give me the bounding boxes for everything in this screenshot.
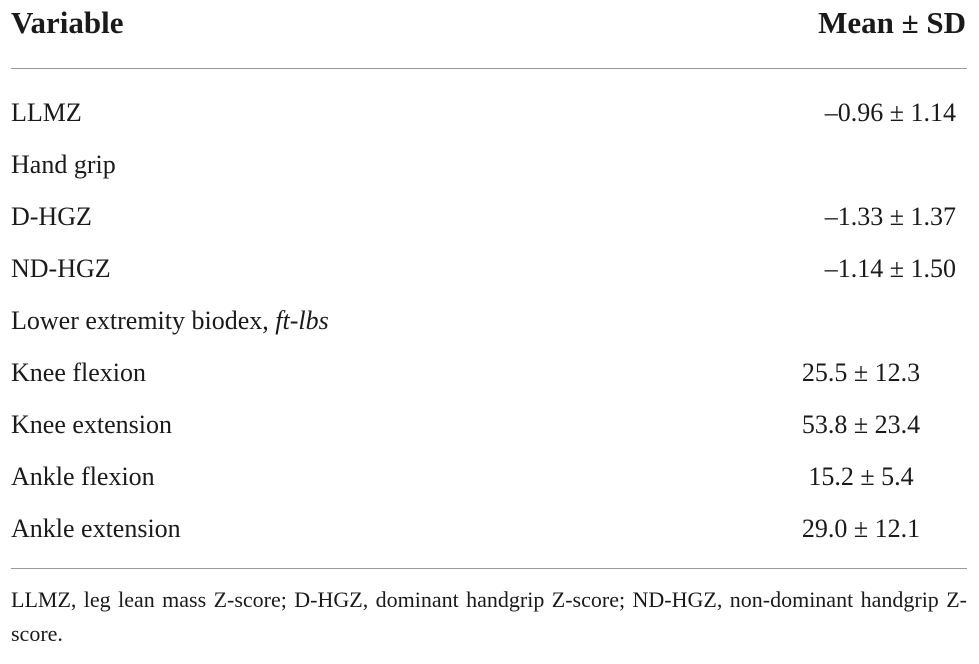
row-value: 53.8 ± 23.4 (801, 410, 921, 439)
row-value: –1.14 ± 1.50 (824, 254, 956, 283)
row-label-text: Lower extremity biodex, (11, 306, 276, 335)
row-label: LLMZ (11, 98, 82, 127)
row-label: Knee extension (11, 410, 173, 439)
row-value: –0.96 ± 1.14 (824, 98, 956, 127)
table-row-lower-extremity-biodex (0, 301, 979, 341)
table-header (0, 0, 979, 52)
table-row-ankle-extension (0, 509, 979, 549)
row-label: Knee flexion (11, 358, 147, 387)
row-value: –1.33 ± 1.37 (824, 202, 956, 231)
row-value: 25.5 ± 12.3 (801, 358, 921, 387)
table-footnote: LLMZ, leg lean mass Z-score; D-HGZ, dominant handgrip Z-score; ND-HGZ, non-dominant handgrip Z-score. (11, 587, 967, 646)
row-value: 15.2 ± 5.4 (808, 462, 914, 491)
row-label: Ankle flexion (11, 462, 155, 491)
table-row-knee-flexion (0, 353, 979, 393)
header-divider (11, 68, 967, 69)
table-row-llmz (0, 93, 979, 133)
row-label: Hand grip (11, 150, 116, 179)
column-header-mean-sd: Mean ± SD (818, 5, 966, 40)
row-label: D-HGZ (11, 202, 92, 231)
row-label: ND-HGZ (11, 254, 111, 283)
row-label (11, 301, 329, 341)
footer-divider (11, 568, 967, 569)
table-row-d-hgz (0, 197, 979, 237)
table-row-hand-grip (0, 145, 979, 185)
row-label-unit: ft-lbs (275, 306, 329, 335)
table-row-knee-extension (0, 405, 979, 445)
table-row-ankle-flexion (0, 457, 979, 497)
row-label: Ankle extension (11, 514, 181, 543)
row-value: 29.0 ± 12.1 (801, 514, 921, 543)
column-header-variable: Variable (11, 5, 124, 40)
table-row-nd-hgz (0, 249, 979, 289)
